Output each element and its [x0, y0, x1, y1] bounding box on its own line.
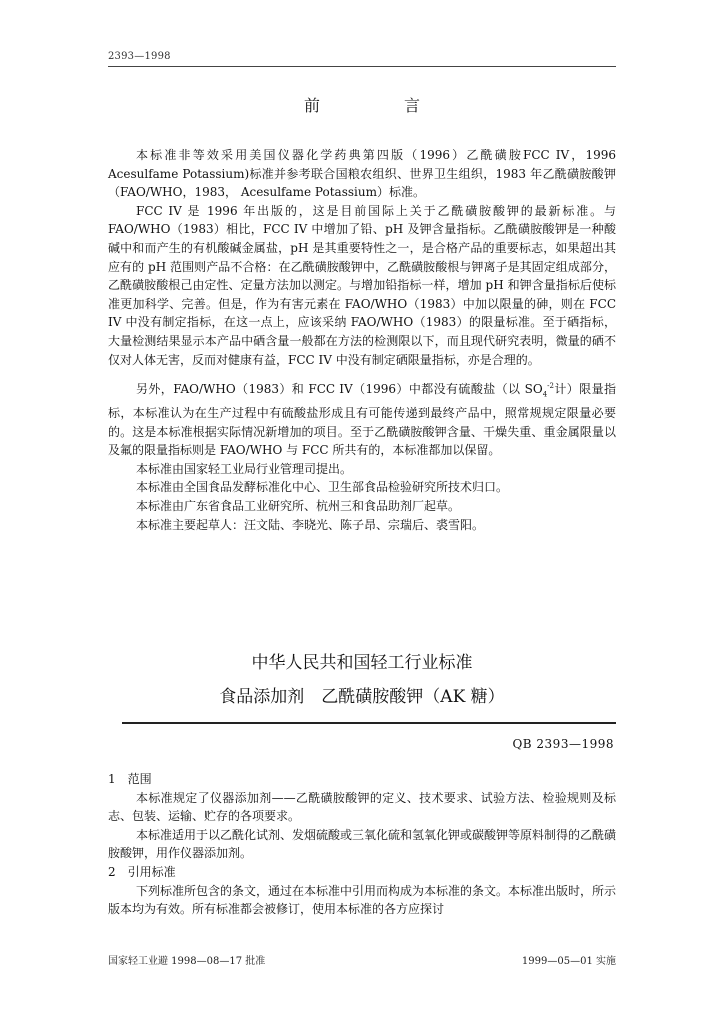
foreword-paragraph-5: 本标准由全国食品发酵标准化中心、卫生部食品检验研究所技术归口。	[136, 480, 509, 495]
section-1-paragraph-2: 本标准适用于以乙酰化试剂、发烟硫酸或三氧化硫和氢氧化钾或碳酸钾等原料制得的乙酰磺胺酸钾，用作仪器添加剂。	[108, 827, 617, 861]
foreword-paragraph-1: 本标准非等效采用美国仪器化学药典第四版（1996）乙酰磺胺FCC IV，1996 Acesulfame Potassium)标准并参考联合国粮农组织、世界卫生组织，1983 年乙酰磺胺酸钾（FAO/WHO，1983， Acesulfame Potassium）标准。	[108, 148, 616, 200]
footer-approval-date: 国家轻工业避 1998—08—17 批准	[108, 956, 266, 967]
foreword-paragraph-4: 本标准由国家轻工业局行业管理司提出。	[136, 461, 353, 476]
section-2-heading: 2 引用标准	[108, 864, 176, 879]
header-rule	[108, 66, 616, 67]
paragraph-3-text-a: 另外，FAO/WHO（1983）和 FCC IV（1996）中都没有硫酸盐（以 SO	[136, 382, 543, 397]
title-rule	[122, 722, 616, 724]
standard-name: 食品添加剂 乙酰磺胺酸钾（AK 糖）	[219, 687, 505, 707]
foreword-paragraph-2: FCC IV 是 1996 年出版的，这是目前国际上关于乙酰磺胺酸钾的最新标准。与 FAO/WHO（1983）相比，FCC IV 中增加了铅、pH 及钾含量指标。乙酰磺胺酸钾是一种酸碱中和而产生的有机酸碱金属盐，pH 是其重要特性之一，是合格产品的重要标志，如果超出其应有的 pH 范围则产品不合格：在乙酰磺胺酸钾中，乙酰磺胺酸根与钾离子是其固定组成部分，乙酰磺胺酸根己由定性、定量方法加以测定。与增加铅指标一样，增加 pH 和钾含量指标后使标准更加科学、完善。但是，作为有害元素在 FAO/WHO（1983）中加以限量的砷，则在 FCC IV 中没有制定指标，在这一点上，应该采纳 FAO/WHO（1983）的限量标准。至于硒指标，大量检测结果显示本产品中硒含量一般都在方法的检测限以下，而且现代研究表明，微量的硒不仅对人体无害，反而对健康有益，FCC IV 中没有制定硒限量指标，亦是合理的。	[108, 203, 616, 367]
section-2-paragraph-1: 下列标准所包含的条文，通过在本标准中引用而构成为本标准的条文。本标准出版时，所示版本均为有效。所有标准都会被修订，使用本标准的各方应探讨	[108, 883, 617, 917]
foreword-paragraph-7: 本标准主要起草人：汪文陆、李晓光、陈子昂、宗瑞后、裘雪阳。	[136, 517, 485, 532]
standard-org-title: 中华人民共和国轻工行业标准	[251, 653, 473, 673]
foreword-paragraph-3	[108, 377, 616, 460]
section-body	[108, 770, 616, 919]
foreword-body	[108, 146, 616, 534]
header-standard-number: 2393—1998	[108, 51, 171, 62]
foreword-title: 前 言	[303, 96, 454, 115]
section-1-paragraph-1: 本标准规定了仪器添加剂——乙酰磺胺酸钾的定义、技术要求、试验方法、检验规则及标志、包装、运输、贮存的各项要求。	[108, 790, 616, 824]
paragraph-3-text-b: 计）限量指标，本标准认为在生产过程中有硫酸盐形成且有可能传递到最终产品中，照常规规定限量必要的。这是本标准根据实际情况新增加的项目。至于乙酰磺胺酸钾含量、干燥失重、重金属限量以及氟的限量指标则是 FAO/WHO 与 FCC 所共有的，本标准都加以保留。	[108, 382, 616, 458]
sulfate-charge: -2	[547, 382, 554, 391]
section-1-heading: 1 范围	[108, 772, 152, 786]
footer-implementation-date: 1999—05—01 实施	[521, 956, 616, 967]
standard-number: QB 2393—1998	[512, 737, 614, 751]
foreword-paragraph-6: 本标准由广东省食品工业研究所、杭州三和食品助剂厂起草。	[136, 499, 461, 514]
sulfate-subscript: 4	[542, 390, 548, 399]
